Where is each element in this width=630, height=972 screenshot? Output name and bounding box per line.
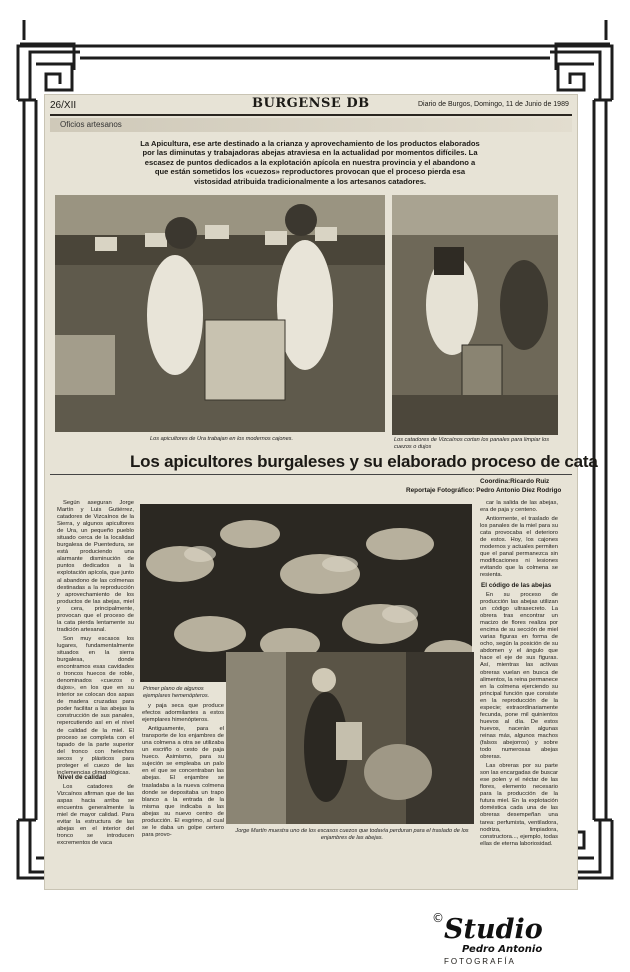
col3b-para: En su proceso de producción las abejas utilizan un código ultrasecreto. La obrera tras encontrar un macizo de flores realiza por encima de su sección de miel varias figuras en forma de ocho, según la posición de su abdomen y el ángulo que hace el eje de sus figuras. Así, mientras las activas obreras vuelan en busca de alimentos, la reina permanece en la colmena ejerciendo su principal función que consiste en la reproducción de la especie; extraordinariamente fecunda, pone mil quinientos huevos al día. De estos huevos, nacerán algunas reinas más, algunos machos (falsos abejorros) y sobre todo numerosas abejas obreras. xyxy=(480,592,558,761)
column-1b xyxy=(57,784,134,849)
column-3 xyxy=(480,500,558,582)
coordination-credit: Coordina:Ricardo Ruiz xyxy=(480,478,550,485)
col3-para: Antiormente, el traslado de los panales de la miel para su cata provocaba el deterioro de estos. Hoy, los cajones modernos y actuales permiten que el panal permanezca sin modificaciones ni lesiones evitando que la colmena se resienta. xyxy=(480,516,558,579)
caption-photo3: Primer plano de algunos ejemplares hemenópteros. xyxy=(143,686,210,699)
photo-catadores xyxy=(392,195,558,435)
header-rule xyxy=(50,114,572,116)
copyright-symbol: © xyxy=(432,911,444,925)
dateline: Diario de Burgos, Domingo, 11 de Junio de 1989 xyxy=(418,101,569,108)
caption-photo1: Los apicultores de Ura trabajan en los modernos cajones. xyxy=(150,436,294,442)
caption-photo2: Los catadores de Vizcaínos cortan los panales para limpiar los cuezos o dujos xyxy=(394,437,550,450)
headline-rule xyxy=(50,474,572,475)
page-number: 26/XII xyxy=(50,100,77,111)
intro-paragraph: La Apicultura, ese arte destinado a la crianza y aprovechamiento de los productos elaborados por las diminutas y trabajadoras abejas atraviesa en la actualidad por momentos difíciles. La escasez de puntos dedicados a la explotación apícola en nuestra provincia y el abandono a que están sometidos los «cuezos» reproductores provocan que el proceso pierda esa vistosidad atribuida tradicionalmente a los artesanos catadores. xyxy=(140,139,480,186)
photo-beekeepers-hives xyxy=(55,195,385,432)
studio-name: Pedro Antonio xyxy=(462,944,543,955)
column-1 xyxy=(57,500,134,779)
photo-credit: Reportaje Fotográfico: Pedro Antonio Díez Rodrigo xyxy=(406,487,562,494)
col2-para: y paja seca que produce efectos adormilantes a estos ejemplares himenópteros. xyxy=(142,703,224,724)
column-2 xyxy=(142,703,224,841)
section-label: Oficios artesanos xyxy=(60,120,122,129)
section-bar xyxy=(50,118,572,132)
masthead: BURGENSE DB xyxy=(252,96,370,111)
col3b-para: Las obreras por su parte son las encargadas de buscar ese polen y el néctar de las flores, elemento necesario para la producción de la futura miel. En la explotación doméstica cada una de las obreras desempeñan una tarea: perfumista, ventiladora, nodriza, limpiadora, constructora..., ejemplo, todas ellas de eterna laboriosidad. xyxy=(480,763,558,847)
studio-logo xyxy=(432,908,582,962)
studio-wordmark: Studio xyxy=(444,914,543,945)
col1-para: Según aseguran Jorge Martín y Luis Gutiérrez, catadores de Vizcaínos de la Sierra, y algunos apicultores de Ura, un pequeño pueblo situado cerca de la localidad burgalesa de Puentedura, se está produciendo una alarmante disminución de puntos dedicados a la explotación apícola, que junto al abandono de las colmenas destinadas a la reproducción y aprovechamiento de los productos de las abejas, miel y cera, principalmente, provocan que el proceso de la cata pierda lentamente su tradición artesanal. xyxy=(57,500,134,633)
col1-para: Son muy escasos los lugares, fundamentalmente situados en la sierra burgalesa, donde encontramos esas cavidades o troncos huecos de roble, denominados «cuezos o dujos», en los que en su interior se colocan dos aspas de madera cruzadas para poder facilitar a las abejas la construcción de sus panales, repercutiendo así en el nivel de calidad de la miel. El proceso se completa con el tapado de la parte superior del tronco con helechos secos y plásticos para proteger el cuezo de las inclemencias climatológicas. xyxy=(57,635,134,776)
subhead-quality: Nivel de calidad xyxy=(58,774,107,781)
subhead-code: El código de las abejas xyxy=(481,582,552,589)
column-3b xyxy=(480,592,558,850)
col3-para: car la salida de las abejas, era de paja y centeno. xyxy=(480,500,558,514)
studio-tagline: FOTOGRAFÍA xyxy=(444,957,516,966)
photo-jorge-martin xyxy=(226,652,474,824)
caption-photo4: Jorge Martín muestra uno de los escasos cuezos que todavía perduran para el traslado de los enjambres de las abejas. xyxy=(235,828,469,841)
article-headline: Los apicultores burgaleses y su elaborado proceso de cata xyxy=(130,452,598,471)
col1b-para: Los catadores de Vizcaínos afirman que de las aspas hacia arriba se encuentra generalmente la miel de mayor calidad. Para evitar la estructura de las abejas en el interior del tronco se introducen excrementos de vaca xyxy=(57,784,134,847)
col2-para: Antiguamente, para el transporte de los enjambres de una colmena a otra se utilizaba un escriño o cesto de paja hueco. Asimismo, para su sujeción se empleaba un palo en el que se concentraban las abejas. El enjambre se trasladaba a la nueva colmena donde se depositaba un trapo blanco a la entrada de la misma que indicaba a las abejas su nuevo centro de producción. El esgrimo, al cual se le daba un golpe certero para provo- xyxy=(142,726,224,838)
